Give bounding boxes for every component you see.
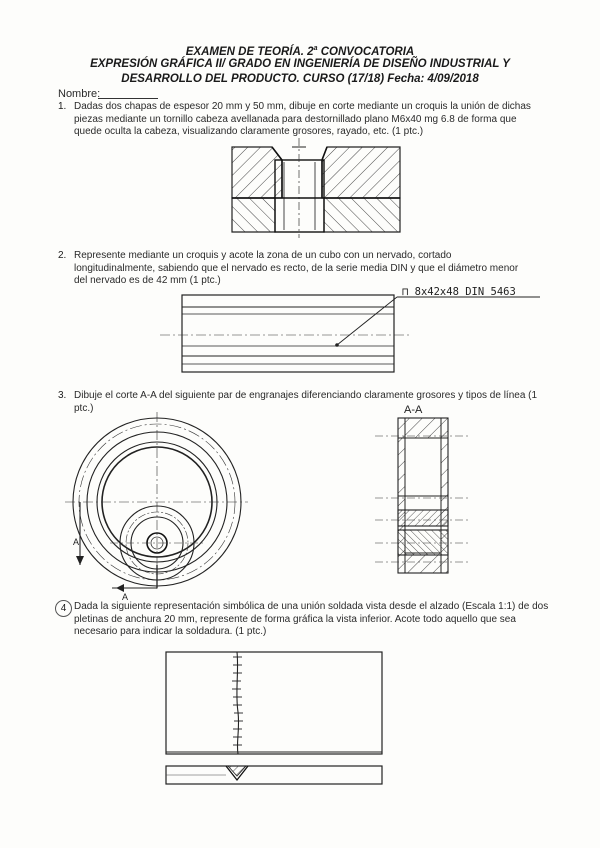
q3-cut-label-bottom: A (122, 592, 129, 602)
q1-plates-section (232, 138, 400, 238)
question-3-number: 3. (58, 390, 67, 401)
q3-cut-label-left: A (73, 537, 80, 547)
question-2-text: Represente mediante un croquis y acote la zona de un cubo con un nervado, cortado longitudinalmente, sabiendo que el nervado es recto, de la serie media DIN y que el diámetro menor del nervado es de 42 mm (1 ptc.) (74, 250, 519, 286)
exam-title-sup: a (313, 45, 318, 52)
exam-subtitle: EXPRESIÓN GRÁFICA II/ GRADO EN INGENIERÍA DE DISEÑO INDUSTRIAL Y (90, 58, 510, 70)
question-1-text: Dadas dos chapas de espesor 20 mm y 50 mm, dibuje en corte mediante un croquis la unión de dichas piezas mediante un tornillo cabeza avellanada para destornillado plano M6x40 mg 6.8 de forma que quede oculta la cabeza, visualizando claramente grosores, rayado, etc. (1 ptc.) (74, 101, 531, 137)
q2-hub-section (160, 286, 540, 372)
q3-gears-front-view (65, 412, 248, 602)
q1-upper-plate-right (322, 147, 400, 198)
question-4-text: Dada la siguiente representación simbólica de una unión soldada vista desde el alzado (Escala 1:1) de dos pletinas de anchura 20 mm, represente de forma gráfica la vista inferior. Acote todo aquello que sea necesario para indicar la soldadura. (1 ptc.) (74, 601, 549, 637)
q3-section-title: A-A (404, 404, 423, 416)
q3-section-aa (375, 404, 470, 573)
q1-lower-plate-left (232, 198, 275, 232)
name-label: Nombre: (58, 88, 101, 100)
question-2-number: 2. (58, 250, 67, 261)
exam-title-main: EXAMEN DE TEORÍA. 2 (185, 45, 314, 58)
question-4-number: 4 (60, 603, 67, 614)
q2-spline-designation: ⊓ 8x42x48 DIN 5463 (402, 286, 516, 298)
q4-weld-seam (237, 652, 239, 754)
q4-welded-plates (166, 652, 382, 784)
question-3-text: Dibuje el corte A-A del siguiente par de engranajes diferenciando claramente grosores y tipos de línea (1 ptc.) (74, 390, 538, 414)
q1-lower-plate-right (324, 198, 400, 232)
q4-front-view (166, 652, 382, 754)
question-1-number: 1. (58, 101, 67, 112)
exam-title-tail: CONVOCATORIA (317, 45, 415, 58)
exam-course-date: DESARROLLO DEL PRODUCTO. CURSO (17/18) Fecha: 4/09/2018 (121, 73, 479, 85)
